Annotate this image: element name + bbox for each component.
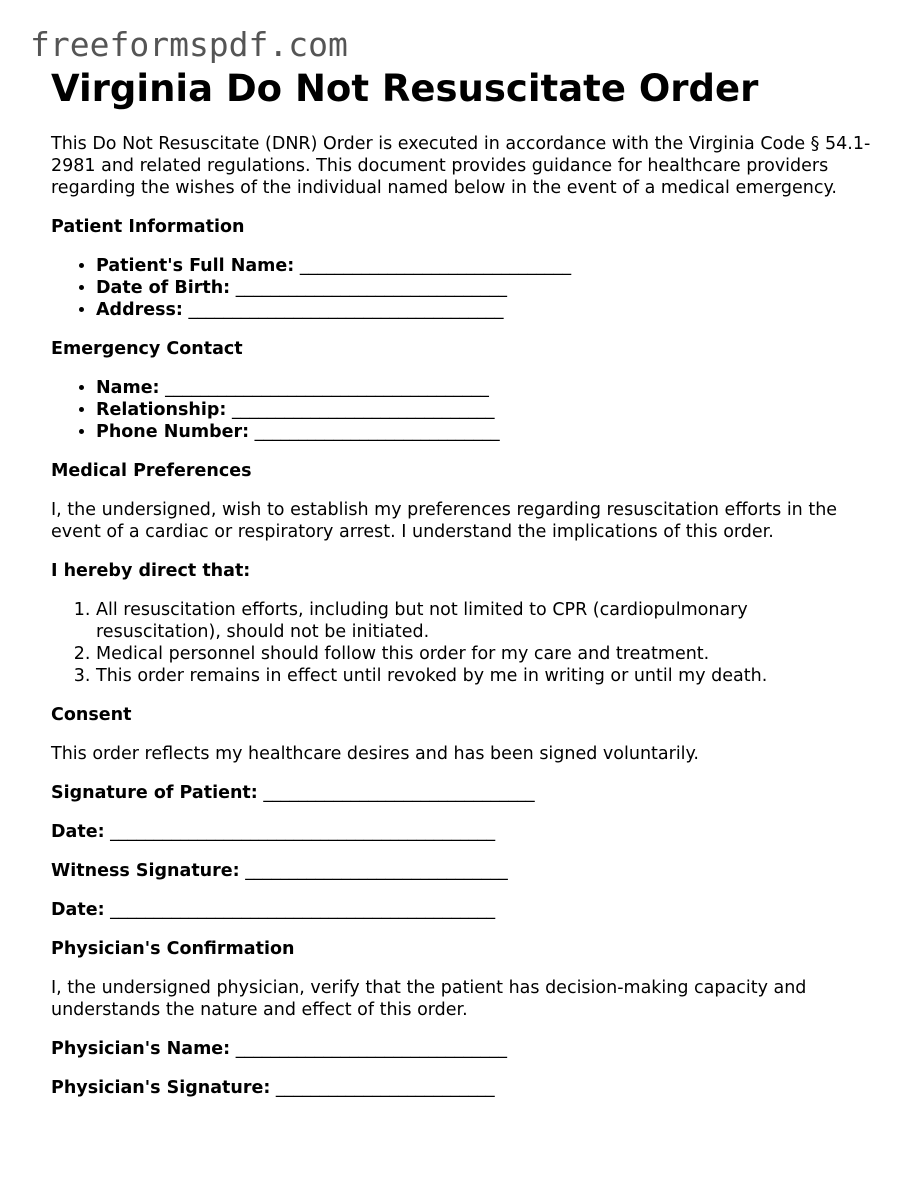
physician-signature-blank[interactable]: _________________________	[275, 1078, 495, 1098]
patient-info-list	[51, 255, 871, 321]
contact-name-field: • Name: _____________________________________	[96, 377, 871, 399]
emergency-contact-heading: Emergency Contact	[51, 339, 243, 359]
dob-field: • Date of Birth: _______________________________	[96, 277, 871, 299]
document-body	[51, 67, 871, 1099]
direct-list	[51, 599, 871, 687]
date-blank-2[interactable]: ____________________________________________	[110, 900, 496, 920]
physician-name-blank[interactable]: _______________________________	[235, 1039, 507, 1059]
phone-blank[interactable]: ____________________________	[254, 422, 500, 442]
patient-info-heading: Patient Information	[51, 217, 245, 237]
consent-heading: Consent	[51, 705, 132, 725]
patient-name-field: • Patient's Full Name: _______________________________	[96, 255, 871, 277]
phone-field: • Phone Number: ____________________________	[96, 421, 871, 443]
patient-signature-blank[interactable]: _______________________________	[263, 783, 535, 803]
physician-heading: Physician's Confirmation	[51, 939, 295, 959]
document-title: Virginia Do Not Resuscitate Order	[51, 67, 759, 110]
date-blank-1[interactable]: ____________________________________________	[110, 822, 496, 842]
address-field: • Address: ____________________________________	[96, 299, 871, 321]
consent-text: This order reflects my healthcare desires and has been signed voluntarily.	[51, 744, 699, 764]
medical-preferences-heading: Medical Preferences	[51, 461, 252, 481]
contact-name-blank[interactable]: _____________________________________	[165, 378, 489, 398]
patient-signature-line: Signature of Patient: _______________________________	[51, 783, 535, 803]
direct-heading: I hereby direct that:	[51, 561, 251, 581]
direct-item: 2. Medical personnel should follow this order for my care and treatment.	[96, 643, 871, 665]
dob-blank[interactable]: _______________________________	[235, 278, 508, 298]
relationship-field: • Relationship: ______________________________	[96, 399, 871, 421]
physician-signature-line: Physician's Signature: _________________________	[51, 1078, 495, 1098]
intro-paragraph: This Do Not Resuscitate (DNR) Order is executed in accordance with the Virginia Code § 54.1-2981 and related regulations. This document provides guidance for healthcare providers regarding the wishes of the individual named below in the event of a medical emergency.	[51, 134, 871, 198]
direct-item: 3. This order remains in effect until revoked by me in writing or until my death.	[96, 665, 871, 687]
date-line-2: Date: ____________________________________________	[51, 900, 496, 920]
address-blank[interactable]: ____________________________________	[188, 300, 504, 320]
direct-item: 1. All resuscitation efforts, including but not limited to CPR (cardiopulmonary resuscitation), should not be initiated.	[96, 599, 871, 643]
emergency-contact-list	[51, 377, 871, 443]
witness-signature-blank[interactable]: ______________________________	[245, 861, 508, 881]
physician-text: I, the undersigned physician, verify that the patient has decision-making capacity and understands the nature and effect of this order.	[51, 978, 807, 1020]
medical-preferences-text: I, the undersigned, wish to establish my preferences regarding resuscitation efforts in the event of a cardiac or respiratory arrest. I understand the implications of this order.	[51, 500, 838, 542]
site-watermark: freeformspdf.com	[30, 25, 348, 64]
date-line-1: Date: ____________________________________________	[51, 822, 496, 842]
witness-signature-line: Witness Signature: ______________________________	[51, 861, 508, 881]
relationship-blank[interactable]: ______________________________	[231, 400, 495, 420]
physician-name-line: Physician's Name: _______________________________	[51, 1039, 507, 1059]
patient-name-blank[interactable]: _______________________________	[299, 256, 572, 276]
